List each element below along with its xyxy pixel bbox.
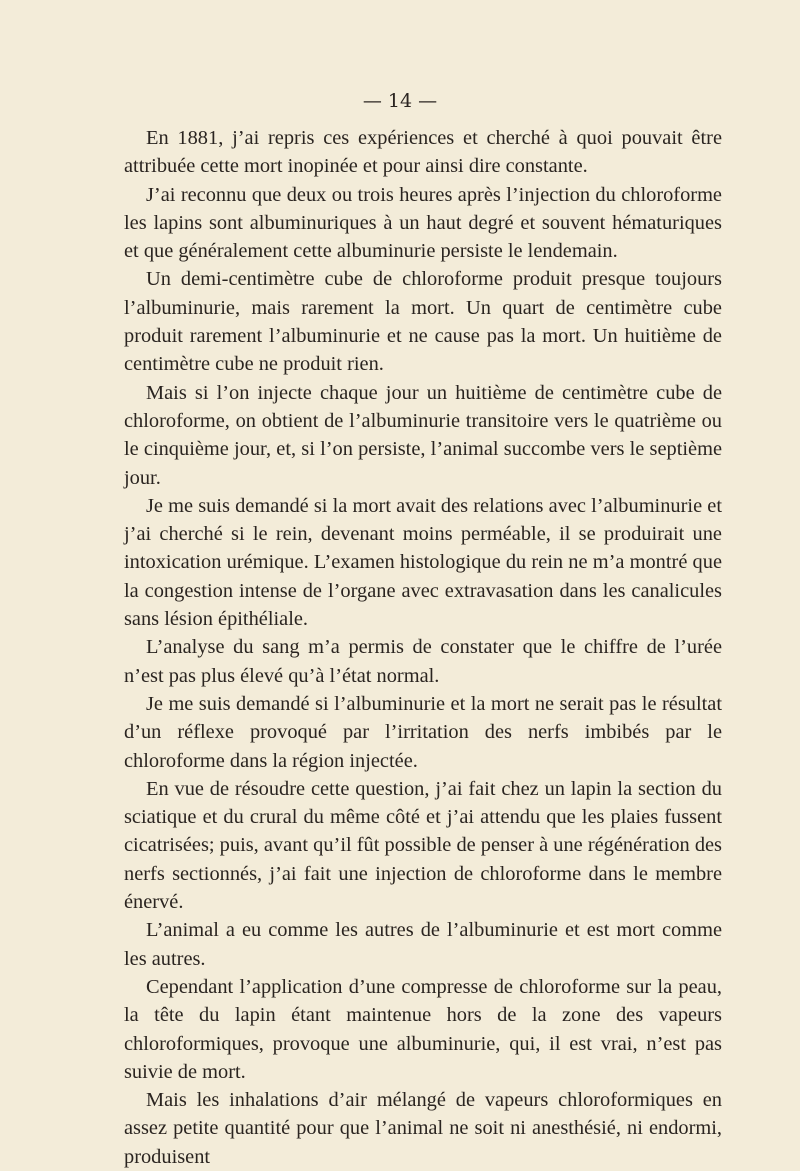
paragraph-6: L’analyse du sang m’a permis de constater que le chiffre de l’urée n’est pas plus élevé qu’à l’état normal. xyxy=(124,636,722,687)
paragraph-3: Un demi-centimètre cube de chloroforme produit presque toujours l’albuminurie, mais rarement la mort. Un quart de centimètre cube produit rarement l’albuminurie et ne cause pas la mort. Un huitième de centimètre cube ne produit rien. xyxy=(124,268,722,376)
paragraph-10: Cependant l’application d’une compresse de chloroforme sur la peau, la tête du lapin étant maintenue hors de la zone des vapeurs chloroformiques, provoque une albuminurie, qui, il est vrai, n’est pas suivie de mort. xyxy=(124,975,722,1083)
page-number: — 14 — xyxy=(362,90,438,112)
paragraph-1: En 1881, j’ai repris ces expériences et cherché à quoi pouvait être attribuée cette mort inopinée et pour ainsi dire constante. xyxy=(124,127,722,178)
paragraph-11: Mais les inhalations d’air mélangé de vapeurs chloroformiques en assez petite quantité pour que l’animal ne soit ni anesthésié, ni endormi, produisent xyxy=(124,1089,722,1168)
paragraph-2: J’ai reconnu que deux ou trois heures après l’injection du chloroforme les lapins sont albuminuriques à un haut degré et souvent hématuriques et que généralement cette albuminurie persiste le lendemain. xyxy=(124,183,722,263)
paragraph-5: Je me suis demandé si la mort avait des relations avec l’albuminurie et j’ai cherché si le rein, devenant moins perméable, il se produirait une intoxication urémique. L’examen histologique du rein ne m’a montré que la congestion intense de l’organe avec extravasation dans les canalicules sans lésion épithéliale. xyxy=(124,494,722,631)
paragraph-4: Mais si l’on injecte chaque jour un huitième de centimètre cube de chloroforme, on obtient de l’albuminurie transitoire vers le quatrième ou le cinquième jour, et, si l’on persiste, l’animal succombe vers le septième jour. xyxy=(124,381,722,489)
paragraph-7: Je me suis demandé si l’albuminurie et la mort ne serait pas le résultat d’un réflexe provoqué par l’irritation des nerfs imbibés par le chloroforme dans la région injectée. xyxy=(124,692,722,772)
body-text xyxy=(124,124,722,1171)
paragraph-9: L’animal a eu comme les autres de l’albuminurie et est mort comme les autres. xyxy=(124,919,722,970)
paragraph-8: En vue de résoudre cette question, j’ai fait chez un lapin la section du sciatique et du crural du même côté et j’ai attendu que les plaies fussent cicatrisées; puis, avant qu’il fût possible de penser à une régénération des nerfs sectionnés, j’ai fait une injection de chloroforme dans le membre énervé. xyxy=(124,777,722,914)
